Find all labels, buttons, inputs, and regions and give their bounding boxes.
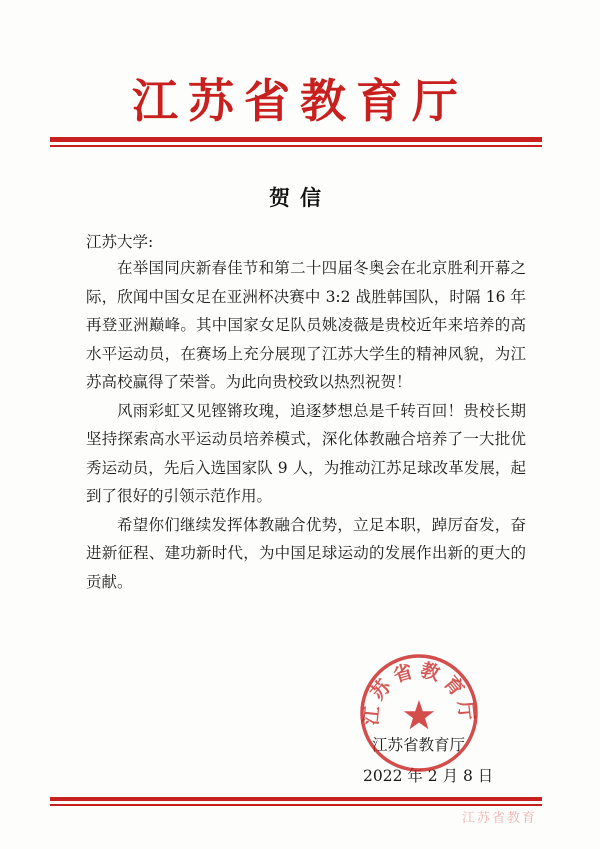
signature-date: 2022 年 2 月 8 日 — [363, 767, 494, 785]
official-seal — [358, 652, 480, 774]
star-icon — [404, 700, 434, 729]
salutation: 江苏大学: — [86, 233, 154, 251]
signature-org: 江苏省教育厅 — [372, 736, 466, 754]
watermark-text: 江苏省教育 — [462, 811, 538, 826]
paragraph-1: 在举国同庆新春佳节和第二十四届冬奥会在北京胜利开幕之际，欣闻中国女足在亚洲杯决赛中 3:2 战胜韩国队，时隔 16 年再登亚洲巅峰。其中国家女足队员姚凌薇是贵校近年来培养的高水平运动员，在赛场上充分展现了江苏大学生的精神风貌，为江苏高校赢得了荣誉。为此向贵校致以热烈祝贺！ — [86, 259, 526, 391]
footer-rule-thick — [50, 797, 542, 801]
paragraph-3: 希望你们继续发挥体教融合优势，立足本职，踔厉奋发，奋进新征程、建功新时代，为中国足球运动的发展作出新的更大的贡献。 — [86, 515, 526, 591]
paragraph-2: 风雨彩虹又见铿锵玫瑰，追逐梦想总是千转百回！贵校长期坚持探索高水平运动员培养模式，深化体教融合培养了一大批优秀运动员，先后入选国家队 9 人，为推动江苏足球改革发展，起到了很好的引领示范作用。 — [86, 401, 526, 505]
letterhead-rule-thick — [50, 137, 542, 142]
letter-body — [86, 254, 526, 596]
letterhead-title: 江苏省教育厅 — [132, 74, 468, 128]
seal-text: 江苏省教育厅 — [360, 658, 478, 727]
letterhead-rule-thin — [50, 145, 542, 147]
document-title: 贺信 — [269, 185, 331, 210]
watermark-stamp — [462, 806, 582, 828]
